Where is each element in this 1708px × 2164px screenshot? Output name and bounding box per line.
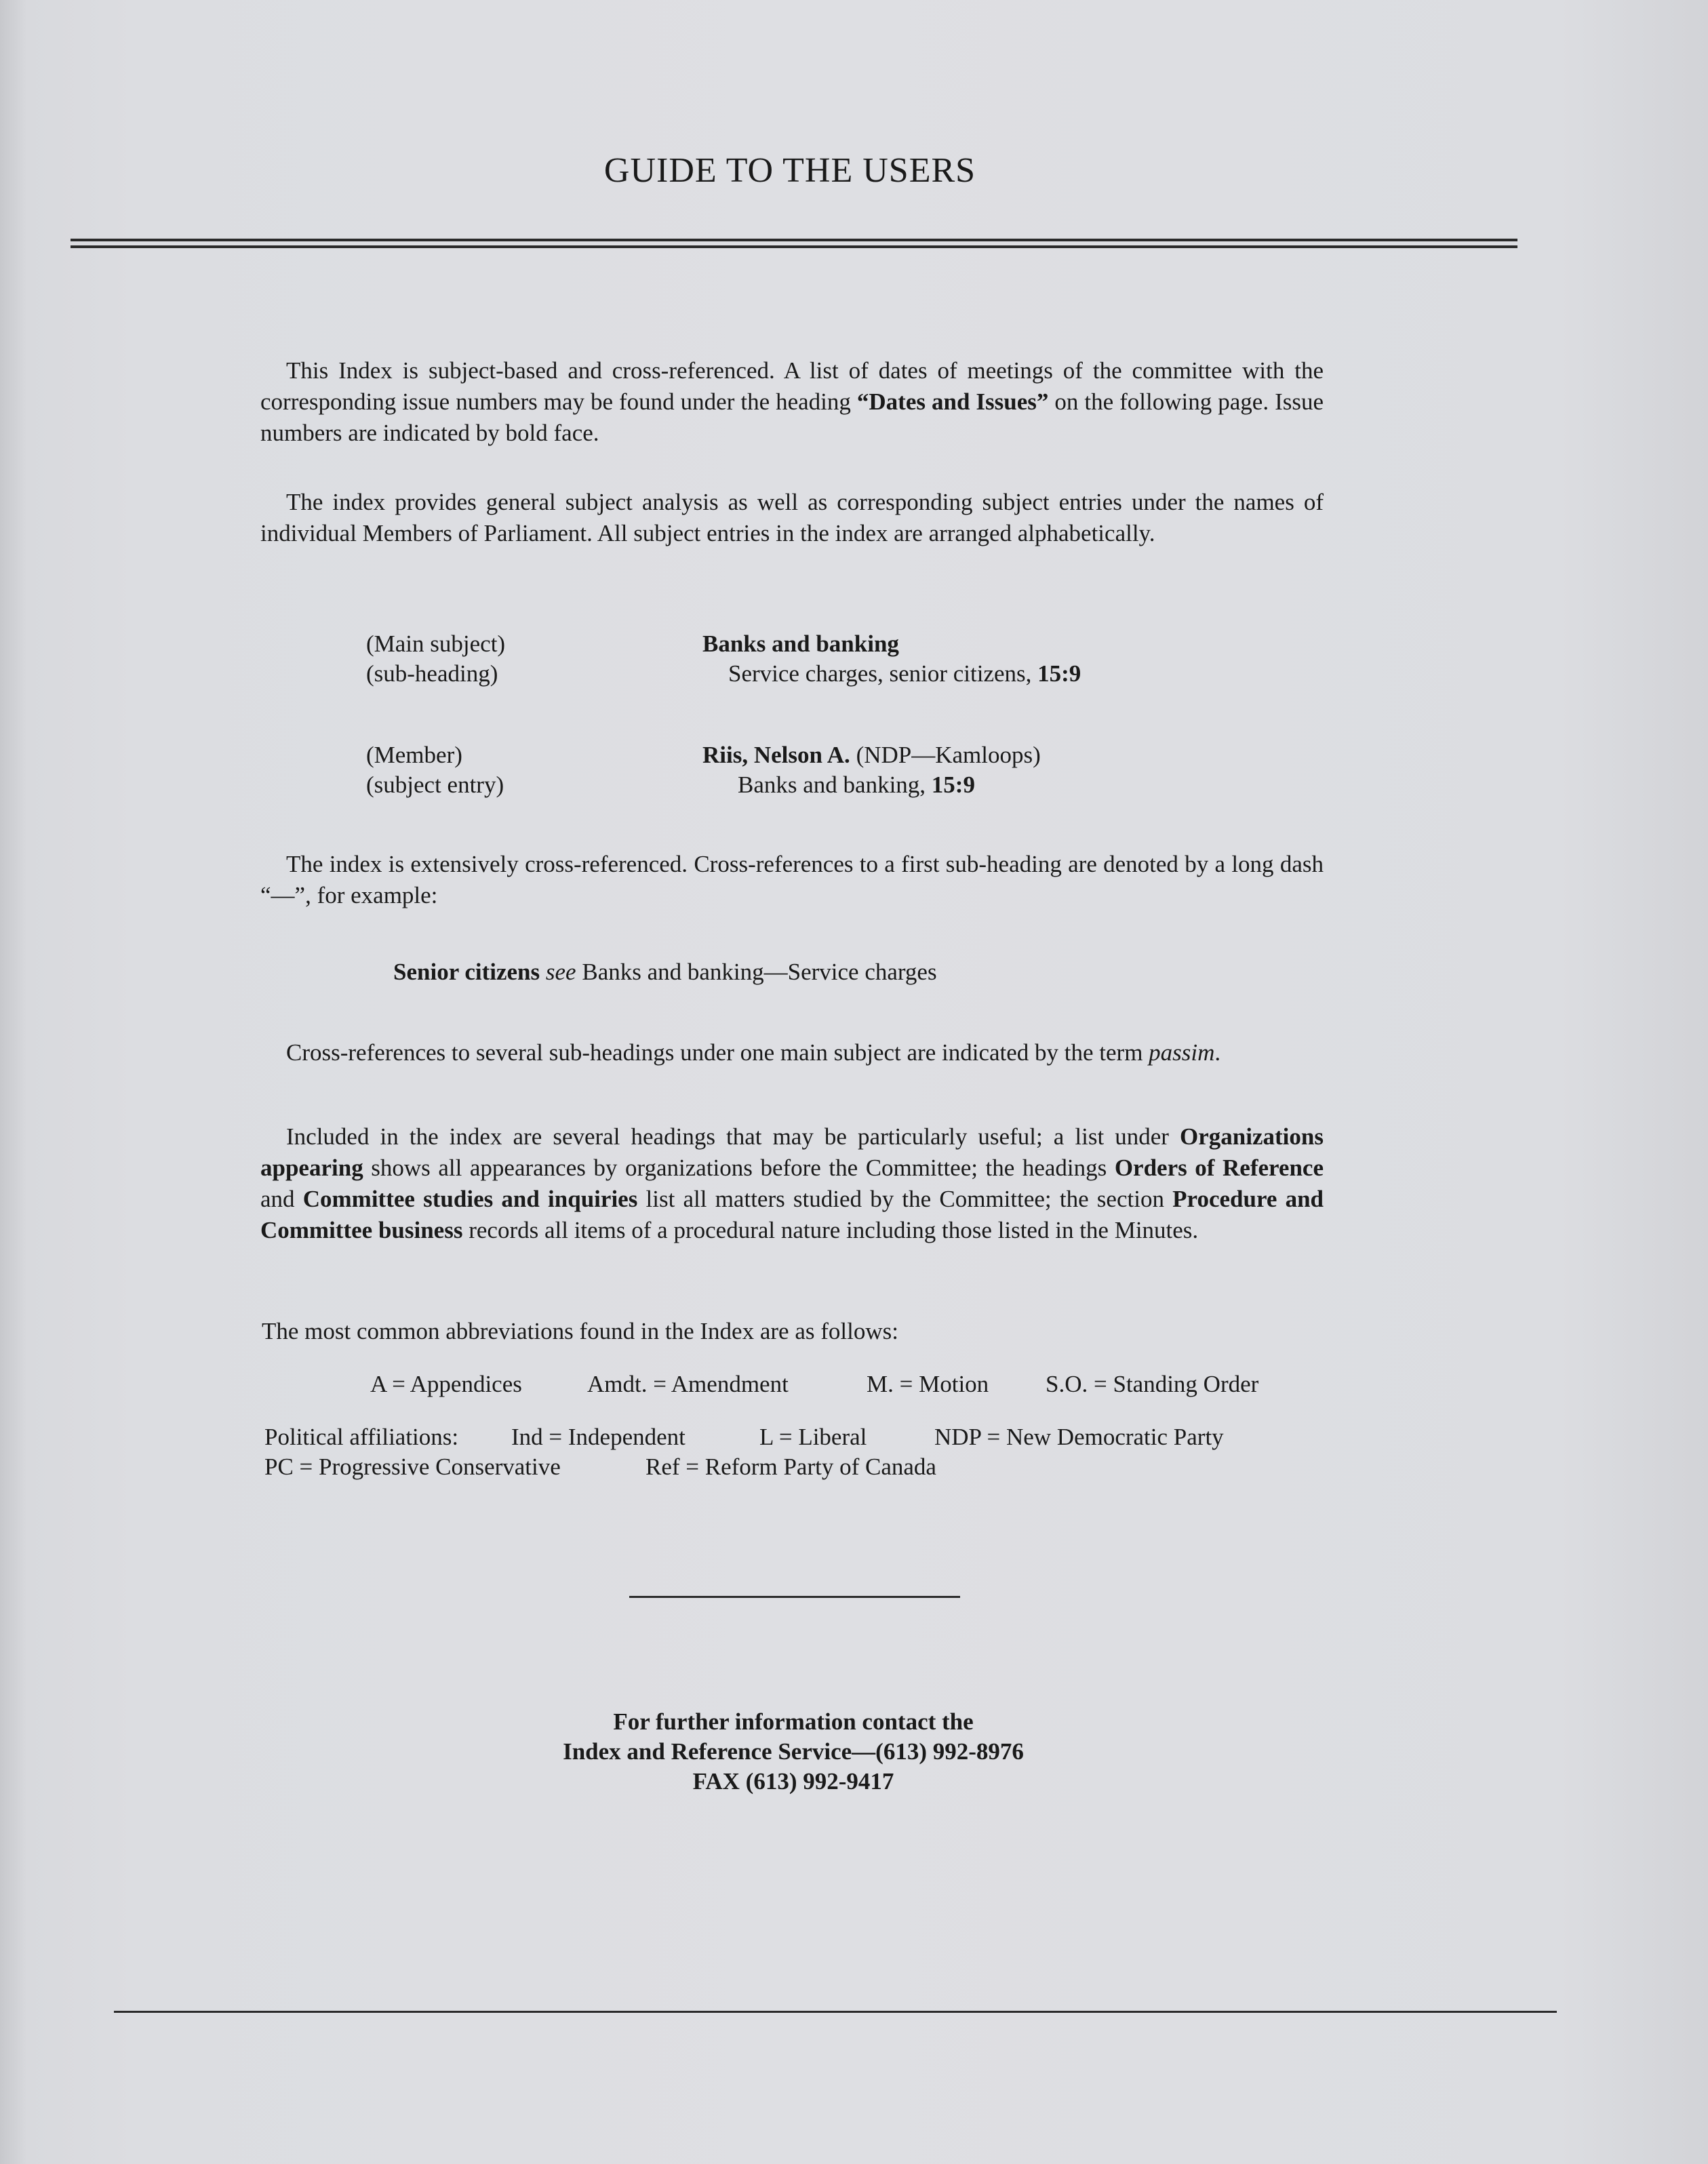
abbreviation-item: M. = Motion	[867, 1371, 989, 1397]
example-label-main-subject: (Main subject)	[366, 630, 506, 657]
top-double-rule	[71, 239, 1517, 248]
abbreviation-item: S.O. = Standing Order	[1046, 1371, 1259, 1397]
contact-line: For further information contact the	[613, 1708, 974, 1735]
political-affiliation-item: L = Liberal	[759, 1424, 867, 1450]
contact-line: Index and Reference Service—(613) 992-8976	[563, 1738, 1024, 1765]
example-subject-entry: Banks and banking, 15:9	[738, 772, 975, 798]
contact-line: FAX (613) 992-9417	[692, 1768, 894, 1795]
abbreviation-item: A = Appendices	[370, 1371, 522, 1397]
example-main-subject: Banks and banking	[702, 630, 899, 657]
political-affiliation-item: Ind = Independent	[511, 1424, 686, 1450]
political-affiliation-item: Ref = Reform Party of Canada	[646, 1454, 936, 1480]
contact-block	[407, 1707, 1180, 1797]
political-affiliation-item: NDP = New Democratic Party	[934, 1424, 1224, 1450]
abbreviation-item: Amdt. = Amendment	[587, 1371, 789, 1397]
crossref-paragraph: The index is extensively cross-referenced. Cross-references to a first sub-heading are denoted by a long dash “—”, for example:	[260, 851, 1324, 908]
example-member: Riis, Nelson A. (NDP—Kamloops)	[702, 742, 1041, 768]
political-affiliation-item: PC = Progressive Conservative	[264, 1454, 561, 1480]
example-label-sub-heading: (sub-heading)	[366, 660, 498, 687]
short-divider	[629, 1596, 960, 1598]
abbreviations-intro: The most common abbreviations found in the Index are as follows:	[262, 1318, 898, 1344]
dates-and-issues-heading: “Dates and Issues”	[856, 388, 1049, 415]
crossref-example: Senior citizens see Banks and banking—Service charges	[393, 959, 937, 985]
page-title: GUIDE TO THE USERS	[603, 151, 976, 190]
example-label-member: (Member)	[366, 742, 462, 768]
political-affiliations-label: Political affiliations:	[264, 1424, 459, 1450]
passim-paragraph: Cross-references to several sub-headings under one main subject are indicated by the term passim.	[286, 1039, 1221, 1066]
intro-paragraph-1: This Index is subject-based and cross-referenced. A list of dates of meetings of the committee with the corresponding issue numbers may be found under the heading “Dates and Issues” on the following page. Issue numbers are indicated by bold face.	[260, 357, 1324, 446]
example-label-subject-entry: (subject entry)	[366, 772, 504, 798]
example-sub-heading: Service charges, senior citizens, 15:9	[728, 660, 1081, 687]
intro-paragraph-2: The index provides general subject analysis as well as corresponding subject entries under the names of individual Members of Parliament. All subject entries in the index are arranged alphabetically.	[260, 489, 1324, 546]
bottom-rule	[114, 2011, 1557, 2013]
useful-headings-paragraph: Included in the index are several headings that may be particularly useful; a list under Organizations appearing shows all appearances by organizations before the Committee; the headings Orders of Reference and Committee studies and inquiries list all matters studied by the Committee; the section Procedure and Committee business records all items of a procedural nature including those listed in the Minutes.	[260, 1123, 1324, 1243]
